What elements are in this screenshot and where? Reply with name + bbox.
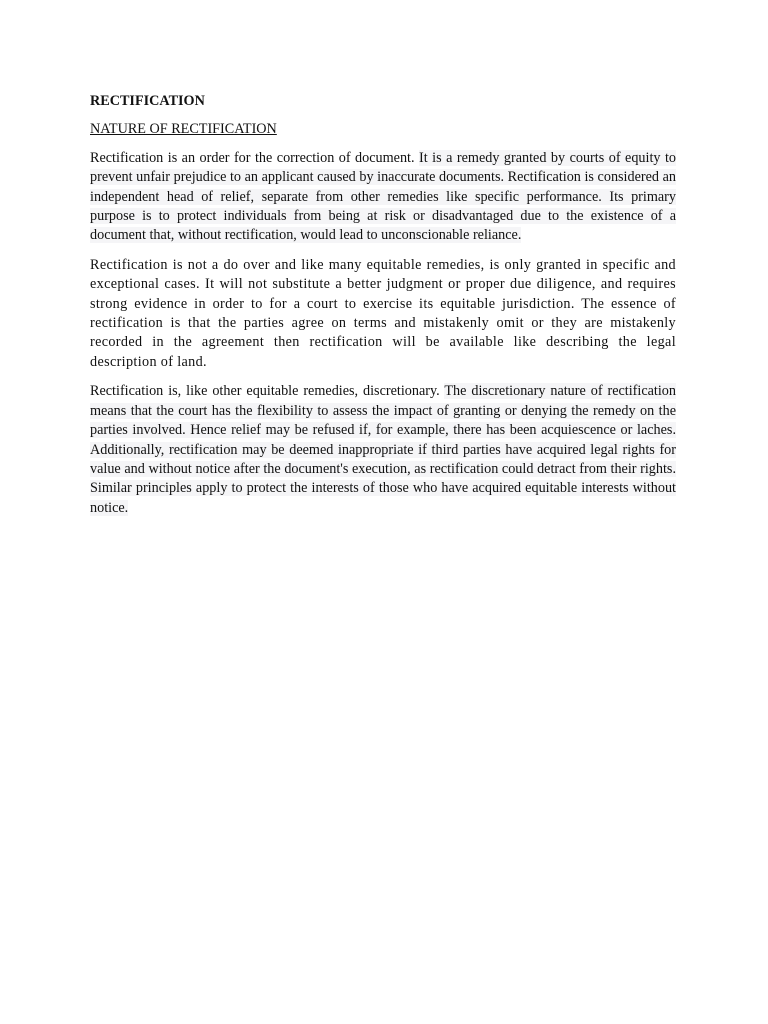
document-title: RECTIFICATION (90, 93, 205, 109)
paragraph-3-sentence-1: Rectification is, like other equitable remedies, discretionary. (90, 383, 445, 400)
section-heading: NATURE OF RECTIFICATION (90, 121, 277, 138)
paragraph-1 (90, 149, 676, 246)
paragraph-1-sentence-1: Rectification is an order for the correction of document. (90, 149, 420, 166)
paragraph-2: Rectification is not a do over and like many equitable remedies, is only granted in specific and exceptional cases. It will not substitute a better judgment or proper due diligence, and requires strong evidence in order to for a court to exercise its equitable jurisdiction. The essence of rectification is that the parties agree on terms and mistakenly omit or they are mistakenly recorded in the agreement then rectification will be available like describing the legal description of land. (90, 256, 676, 370)
document-body (90, 92, 676, 528)
paragraph-3-highlighted-text: The discretionary nature of rectification means that the court has the flexibility to assess the impact of granting or denying the remedy on the parties involved. Hence relief may be refused if, for example, there has been acquiescence or laches. Additionally, rectification may be deemed inappropriate if third parties have acquired legal rights for value and without notice after the document's execution, as rectification could detract from their rights. Similar principles apply to protect the interests of those who have acquired equitable interests without notice. (90, 383, 676, 516)
paragraph-3 (90, 382, 676, 518)
paragraph-1-highlighted-text: It is a remedy granted by courts of equity to prevent unfair prejudice to an applicant caused by inaccurate documents. Rectification is considered an independent head of relief, separate from other remedies like specific performance. Its primary purpose is to protect individuals from being at risk or disadvantaged due to the existence of a document that, without rectification, would lead to unconscionable reliance. (90, 149, 676, 244)
